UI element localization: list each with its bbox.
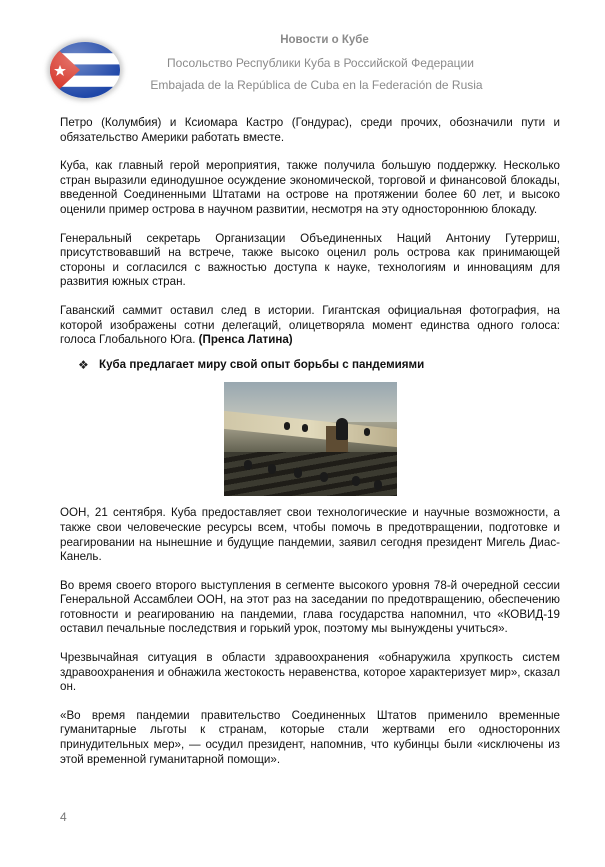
diamond-bullet-icon: ❖ bbox=[78, 357, 89, 372]
header-embassy-ru: Посольство Республики Куба в Российской Федерации bbox=[167, 56, 474, 70]
article-body bbox=[60, 116, 560, 781]
news-source: (Пренса Латина) bbox=[198, 333, 293, 347]
header-title: Новости о Кубе bbox=[280, 34, 369, 46]
paragraph: Чрезвычайная ситуация в области здравоохранения «обнаружила хрупкость систем здравоохранения и обнажила жестокость неравенства, которое характеризует мир», сказал он. bbox=[60, 651, 560, 694]
article-headline bbox=[78, 358, 560, 373]
paragraph: «Во время пандемии правительство Соединенных Штатов применило временные гуманитарные льготы к странам, которые стали жертвами его односторонних принудительных мер», — осудил президент, напомнив, что кубинцы были «исключены из этой временной гуманитарной помощи». bbox=[60, 708, 560, 766]
paragraph: Куба, как главный герой мероприятия, также получила большую поддержку. Несколько стран выразили единодушное осуждение экономической, торговой и финансовой блокады, введенной Соединенными Штатами на острове на протяжении более 60 лет, и высоко оценили пример острова в научном развитии, несмотря на эту одностороннюю блокаду. bbox=[60, 159, 560, 216]
paragraph: ООН, 21 сентября. Куба предоставляет свои технологические и научные возможности, а также свои человеческие ресурсы всем, чтобы помочь в предотвращении, подготовке и реагировании на нынешние и будущие пандемии, заявил сегодня президент Мигель Диас-Канель. bbox=[60, 506, 560, 564]
header-embassy-es: Embajada de la República de Cuba en la Federación de Rusia bbox=[150, 78, 483, 92]
page-number: 4 bbox=[60, 810, 67, 824]
page-header bbox=[0, 0, 605, 105]
paragraph: Во время своего второго выступления в сегменте высокого уровня 78-й очередной сессии Генеральной Ассамблеи ООН, на этот раз на заседании по предотвращению, обеспечению готовности и реагированию на пандемии, глава государства напомнил, что «КОВИД-19 оставил печальные последствия и горький урок, поэтому мы вынуждены учиться». bbox=[60, 578, 560, 636]
paragraph: Петро (Колумбия) и Ксиомара Кастро (Гондурас), среди прочих, обозначили пути и обязательство Америки работать вместе. bbox=[60, 116, 560, 144]
paragraph: Генеральный секретарь Организации Объединенных Наций Антониу Гутерриш, присутствовавший на встрече, также высоко оценил роль острова как принимающей стороны и согласился с важностью доступа к науке, технологиям и инновациям для развития южных стран. bbox=[60, 231, 560, 289]
headline-text: Куба предлагает миру свой опыт борьбы с пандемиями bbox=[99, 357, 425, 371]
paragraph-text: Гаванский саммит оставил след в истории. Гигантская официальная фотография, на которой изображены сотни делегаций, олицетворяла момент единства одного голоса: голоса Глобального Юга. bbox=[60, 303, 560, 347]
un-assembly-photo bbox=[224, 382, 397, 496]
paragraph-havana bbox=[60, 304, 560, 348]
